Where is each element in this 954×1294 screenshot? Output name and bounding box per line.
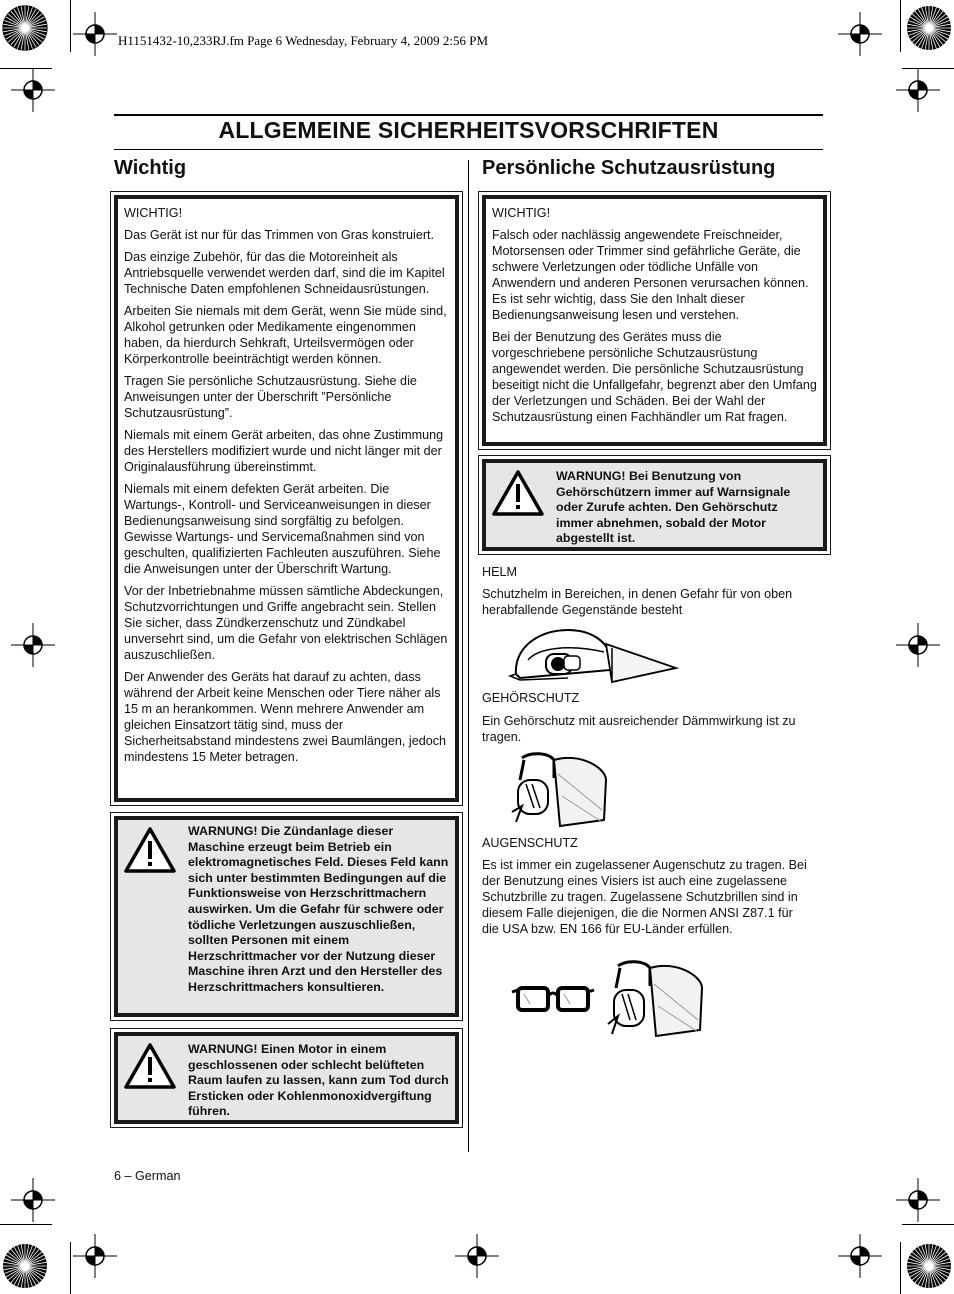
warning-triangle-icon <box>124 1042 176 1090</box>
warning-triangle-icon <box>124 826 176 874</box>
eye-text: Es ist immer ein zugelassener Augenschutz zu tragen. Bei der Benutzung eines Visiers ist auch eine zugelassene Schutzbrille zu tragen. Zugelassene Schutzbrillen sind in diesem Falle diejenigen, die die Normen ANSI Z87.1 für die USA bzw. EN 166 für EU-Länder erfüllen. <box>482 858 807 936</box>
box-paragraph: Vor der Inbetriebnahme müssen sämtliche Abdeckungen, Schutzvorrichtungen und Griffe angebracht sein. Stellen Sie sicher, dass Zündkerzenschutz und Zündkabel unversehrt sind, um die Gefahr von elektrischen Schlägen auszuschließen. <box>124 584 448 662</box>
safety-glasses-illustration <box>510 984 596 1014</box>
warning-triangle-icon <box>492 469 544 517</box>
box-paragraph: Das einzige Zubehör, für das die Motoreinheit als Antriebsquelle verwendet werden darf, sind die im Kapitel Technische Daten empfohlenen Schneidausrüstungen. <box>124 250 445 296</box>
registration-mark-icon <box>73 1234 117 1278</box>
warning-text: WARNUNG! Bei Benutzung von Gehörschützern immer auf Warnsignale oder Zurufe achten. Den Gehörschutz immer abnehmen, sobald der Motor abgestellt ist. <box>556 469 791 546</box>
crop-mark <box>902 1224 954 1225</box>
page-footer: 6 – German <box>114 1169 181 1183</box>
warning-box-hearing <box>482 459 827 551</box>
eye-label: AUGENSCHUTZ <box>482 836 578 850</box>
warning-text: WARNUNG! Die Zündanlage dieser Maschine erzeugt beim Betrieb ein elektromagnetisches Feld. Dieses Feld kann sich unter bestimmten Bedingungen auf die Funktionsweise von Herzschrittmachern auswirken. Um die Gefahr für schwere oder tödliche Verletzungen auszuschließen, sollten Personen mit einem Herzschrittmacher vor der Nutzung dieser Maschine ihren Arzt und den Hersteller des Herzschrittmachers konsultieren. <box>188 824 449 994</box>
box-heading: WICHTIG! <box>124 206 183 220</box>
ear-text: Ein Gehörschutz mit ausreichender Dämmwirkung ist zu tragen. <box>482 714 796 744</box>
registration-mark-icon <box>838 12 882 56</box>
color-bar-rosette <box>0 1241 50 1291</box>
registration-mark-icon <box>838 1234 882 1278</box>
section-title-wichtig: Wichtig <box>114 157 187 179</box>
crop-mark <box>900 0 901 52</box>
crop-mark <box>70 1242 71 1294</box>
box-paragraph: Falsch oder nachlässig angewendete Freischneider, Motorsensen oder Trimmer sind gefährliche Geräte, die schwere Verletzungen oder tödliche Unfälle von Anwendern und anderen Personen verursachen können. Es ist sehr wichtig, dass Sie den Inhalt dieser Bedienungsanweisung lesen und verstehen. <box>492 228 809 322</box>
crop-mark <box>0 1224 52 1225</box>
color-bar-rosette <box>904 3 954 53</box>
warning-box-exhaust <box>114 1032 459 1124</box>
visor-ear-protection-illustration <box>604 958 704 1040</box>
registration-mark-icon <box>73 12 117 56</box>
warning-text: WARNUNG! Einen Motor in einem geschlossenen oder schlecht belüfteten Raum laufen zu lassen, kann zum Tod durch Ersticken oder Kohlenmonoxidvergiftung führen. <box>188 1042 449 1119</box>
registration-mark-icon <box>896 68 940 112</box>
crop-mark <box>0 68 52 69</box>
registration-mark-icon <box>896 623 940 667</box>
registration-mark-icon <box>11 1178 55 1222</box>
crop-mark <box>70 0 71 52</box>
helm-label: HELM <box>482 565 517 579</box>
box-paragraph: Niemals mit einem defekten Gerät arbeiten. Die Wartungs-, Kontroll- und Serviceanweisungen in dieser Bedienungsanweisung sind sorgfältig zu befolgen. Gewisse Wartungs- und Servicemaßnahmen sind von geschulten, qualifizierten Fachleuten auszuführen. Siehe die Anweisungen unter der Überschrift Wartung. <box>124 482 441 576</box>
box-paragraph: Bei der Benutzung des Gerätes muss die vorgeschriebene persönliche Schutzausrüstung angewendet werden. Die persönliche Schutzausrüstung beseitigt nicht die Unfallgefahr, begrenzt aber den Umfang der Verletzungen und Schäden. Bei der Wahl der Schutzausrüstung einen Fachhändler um Rat fragen. <box>492 330 817 424</box>
color-bar-rosette <box>904 1241 954 1291</box>
registration-mark-icon <box>896 1178 940 1222</box>
ear-label: GEHÖRSCHUTZ <box>482 691 580 705</box>
important-box-left <box>114 195 459 802</box>
important-box-right <box>482 195 827 446</box>
title-rule-top <box>114 114 823 116</box>
registration-mark-icon <box>455 1234 499 1278</box>
registration-mark-icon <box>11 68 55 112</box>
column-divider <box>468 160 469 1152</box>
page-title: ALLGEMEINE SICHERHEITSVORSCHRIFTEN <box>218 117 719 143</box>
helm-text: Schutzhelm in Bereichen, in denen Gefahr für von oben herabfallende Gegenstände besteht <box>482 587 793 617</box>
section-title-schutzausruestung: Persönliche Schutzausrüstung <box>482 157 776 179</box>
helmet-illustration <box>508 626 680 686</box>
box-paragraph: Niemals mit einem Gerät arbeiten, das ohne Zustimmung des Herstellers modifiziert wurde und nicht länger mit der Originalausführung übereinstimmt. <box>124 428 444 474</box>
box-heading: WICHTIG! <box>492 206 551 220</box>
box-paragraph: Tragen Sie persönliche Schutzausrüstung. Siehe die Anweisungen unter der Überschrift ”Persönliche Schutzausrüstung”. <box>124 374 417 420</box>
file-info-header: H1151432-10,233RJ.fm Page 6 Wednesday, February 4, 2009 2:56 PM <box>118 33 489 48</box>
box-paragraph: Das Gerät ist nur für das Trimmen von Gras konstruiert. <box>124 228 435 242</box>
title-rule-bottom <box>114 149 823 150</box>
crop-mark <box>902 68 954 69</box>
color-bar-rosette <box>0 3 50 53</box>
registration-mark-icon <box>11 623 55 667</box>
crop-mark <box>900 1242 901 1294</box>
box-paragraph: Arbeiten Sie niemals mit dem Gerät, wenn Sie müde sind, Alkohol getrunken oder Medikamente eingenommen haben, da hierdurch Sehkraft, Urteilsvermögen oder Körperkontrolle beeinträchtigt werden können. <box>124 304 447 366</box>
warning-box-pacemaker <box>114 816 459 1017</box>
ear-protection-illustration <box>510 750 610 830</box>
box-paragraph: Der Anwender des Geräts hat darauf zu achten, dass während der Arbeit keine Menschen oder Tiere näher als 15 m an herankommen. Wenn mehrere Anwender am gleichen Einsatzort tätig sind, muss der Sicherheitsabstand mindestens zwei Baumlängen, jedoch mindestens 15 Meter betragen. <box>124 670 447 764</box>
